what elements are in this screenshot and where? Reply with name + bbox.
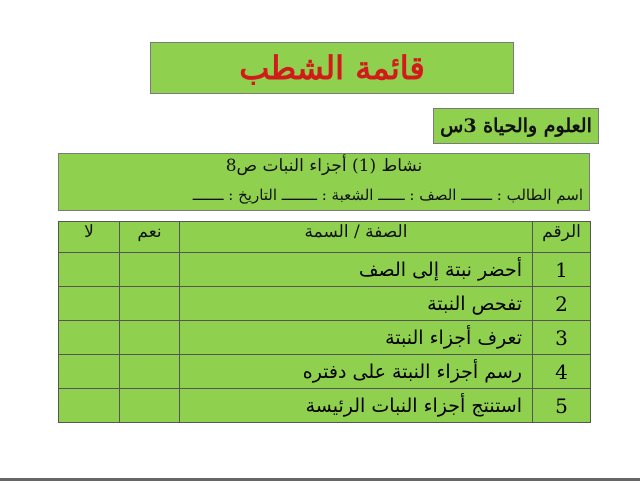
header-yes: نعم bbox=[120, 222, 180, 253]
yes-cell[interactable] bbox=[120, 389, 180, 423]
row-number: 5 bbox=[533, 389, 591, 423]
yes-cell[interactable] bbox=[120, 253, 180, 287]
student-info-line: اسم الطالب : ـــــــ الصف : ــــــ الشعبة : ــــــــ التاريخ : ـــــــ bbox=[192, 186, 583, 204]
title-banner bbox=[150, 42, 514, 94]
no-cell[interactable] bbox=[59, 321, 120, 355]
table-row bbox=[59, 253, 591, 287]
row-trait: رسم أجزاء النبتة على دفتره bbox=[180, 355, 533, 389]
yes-cell[interactable] bbox=[120, 321, 180, 355]
row-number: 1 bbox=[533, 253, 591, 287]
no-cell[interactable] bbox=[59, 355, 120, 389]
no-cell[interactable] bbox=[59, 253, 120, 287]
subject-label: العلوم والحياة 3س bbox=[440, 115, 592, 137]
row-number: 2 bbox=[533, 287, 591, 321]
row-trait: استنتج أجزاء النبات الرئيسة bbox=[180, 389, 533, 423]
header-no: لا bbox=[59, 222, 120, 253]
header-trait: الصفة / السمة bbox=[180, 222, 533, 253]
row-trait: تفحص النبتة bbox=[180, 287, 533, 321]
bottom-divider bbox=[0, 478, 640, 481]
row-number: 3 bbox=[533, 321, 591, 355]
table-row bbox=[59, 355, 591, 389]
no-cell[interactable] bbox=[59, 287, 120, 321]
no-cell[interactable] bbox=[59, 389, 120, 423]
table-row bbox=[59, 287, 591, 321]
table-header-row bbox=[59, 222, 591, 253]
yes-cell[interactable] bbox=[120, 287, 180, 321]
table-row bbox=[59, 321, 591, 355]
yes-cell[interactable] bbox=[120, 355, 180, 389]
row-trait: أحضر نبتة إلى الصف bbox=[180, 253, 533, 287]
activity-title: نشاط (1) أجزاء النبات ص8 bbox=[225, 156, 423, 176]
checklist-table bbox=[58, 221, 591, 423]
row-number: 4 bbox=[533, 355, 591, 389]
subject-banner bbox=[433, 108, 599, 144]
page-title: قائمة الشطب bbox=[239, 49, 425, 87]
activity-header bbox=[58, 153, 590, 211]
header-num: الرقم bbox=[533, 222, 591, 253]
row-trait: تعرف أجزاء النبتة bbox=[180, 321, 533, 355]
table-row bbox=[59, 389, 591, 423]
